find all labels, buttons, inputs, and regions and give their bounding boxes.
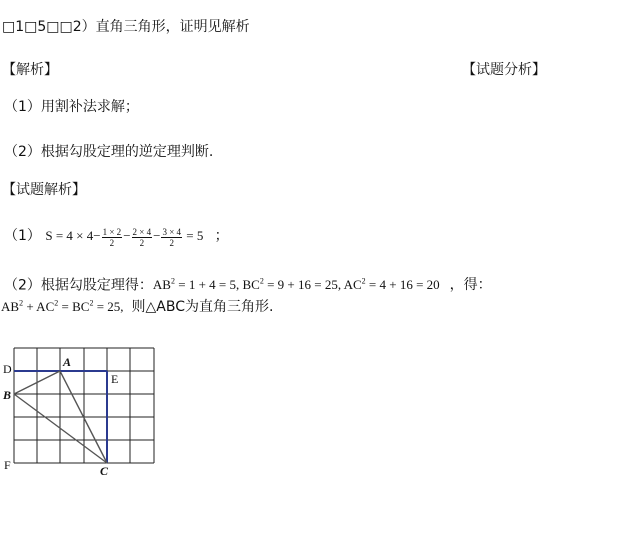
exponent: 2 [259, 277, 264, 286]
analysis-heading-right: 【试题分析】 [462, 62, 546, 78]
fraction-denominator: 2 [169, 237, 174, 248]
part-number: （1） [4, 228, 41, 244]
fraction-numerator: 3 × 4 [162, 226, 182, 237]
analysis-heading: 【解析】 [2, 62, 58, 78]
fraction-denominator: 2 [139, 237, 145, 248]
ab-symbol: AB [152, 277, 171, 293]
part-text: 根据勾股定理得： [40, 277, 153, 294]
label-a: A [63, 355, 72, 369]
item-text: ）根据勾股定理的逆定理判断. [26, 144, 214, 160]
fraction-numerator: 2 × 4 [132, 226, 152, 237]
formula-lead: S = 4 × 4− [45, 228, 101, 243]
part-number: （2） [4, 277, 41, 294]
item-number: （2 [4, 144, 27, 160]
minus-sign: − [123, 228, 131, 243]
semicolon: ； [214, 228, 229, 244]
therefore-text: ，得： [449, 277, 492, 294]
bc-value: = 9 + 16 = 25, [263, 277, 344, 293]
label-c: C [100, 464, 109, 478]
bc-symbol: BC [242, 277, 260, 293]
exponent: 2 [54, 299, 59, 308]
fraction-numerator: 1 × 2 [102, 226, 122, 237]
answer-line: □1□5□□2）直角三角形，证明见解析 [2, 19, 250, 35]
minus-sign: − [153, 228, 161, 243]
item-number: （1 [4, 99, 27, 115]
ab-symbol: AB [1, 299, 20, 315]
exponent: 2 [170, 277, 175, 286]
conclusion-text: 则△ABC为直角三角形. [131, 299, 274, 316]
exponent: 2 [361, 277, 366, 286]
bc-symbol: = BC [58, 299, 90, 315]
ac-value: = 4 + 16 = 20 [365, 277, 440, 293]
item-text: ）用割补法求解； [26, 99, 139, 115]
fraction-denominator: 2 [109, 237, 115, 248]
exponent: 2 [19, 299, 24, 308]
ac-symbol: + AC [23, 299, 55, 315]
formula-result: = 5 [186, 228, 204, 243]
ac-symbol: AC [343, 277, 362, 293]
ab-value: = 1 + 4 = 5, [174, 277, 243, 293]
label-d: D [3, 362, 12, 376]
exponent: 2 [89, 299, 94, 308]
solution-heading: 【试题解析】 [2, 182, 86, 198]
equation-value: = 25, [93, 299, 124, 315]
label-e: E [111, 372, 119, 386]
label-b: B [3, 388, 12, 402]
label-f: F [4, 458, 11, 472]
